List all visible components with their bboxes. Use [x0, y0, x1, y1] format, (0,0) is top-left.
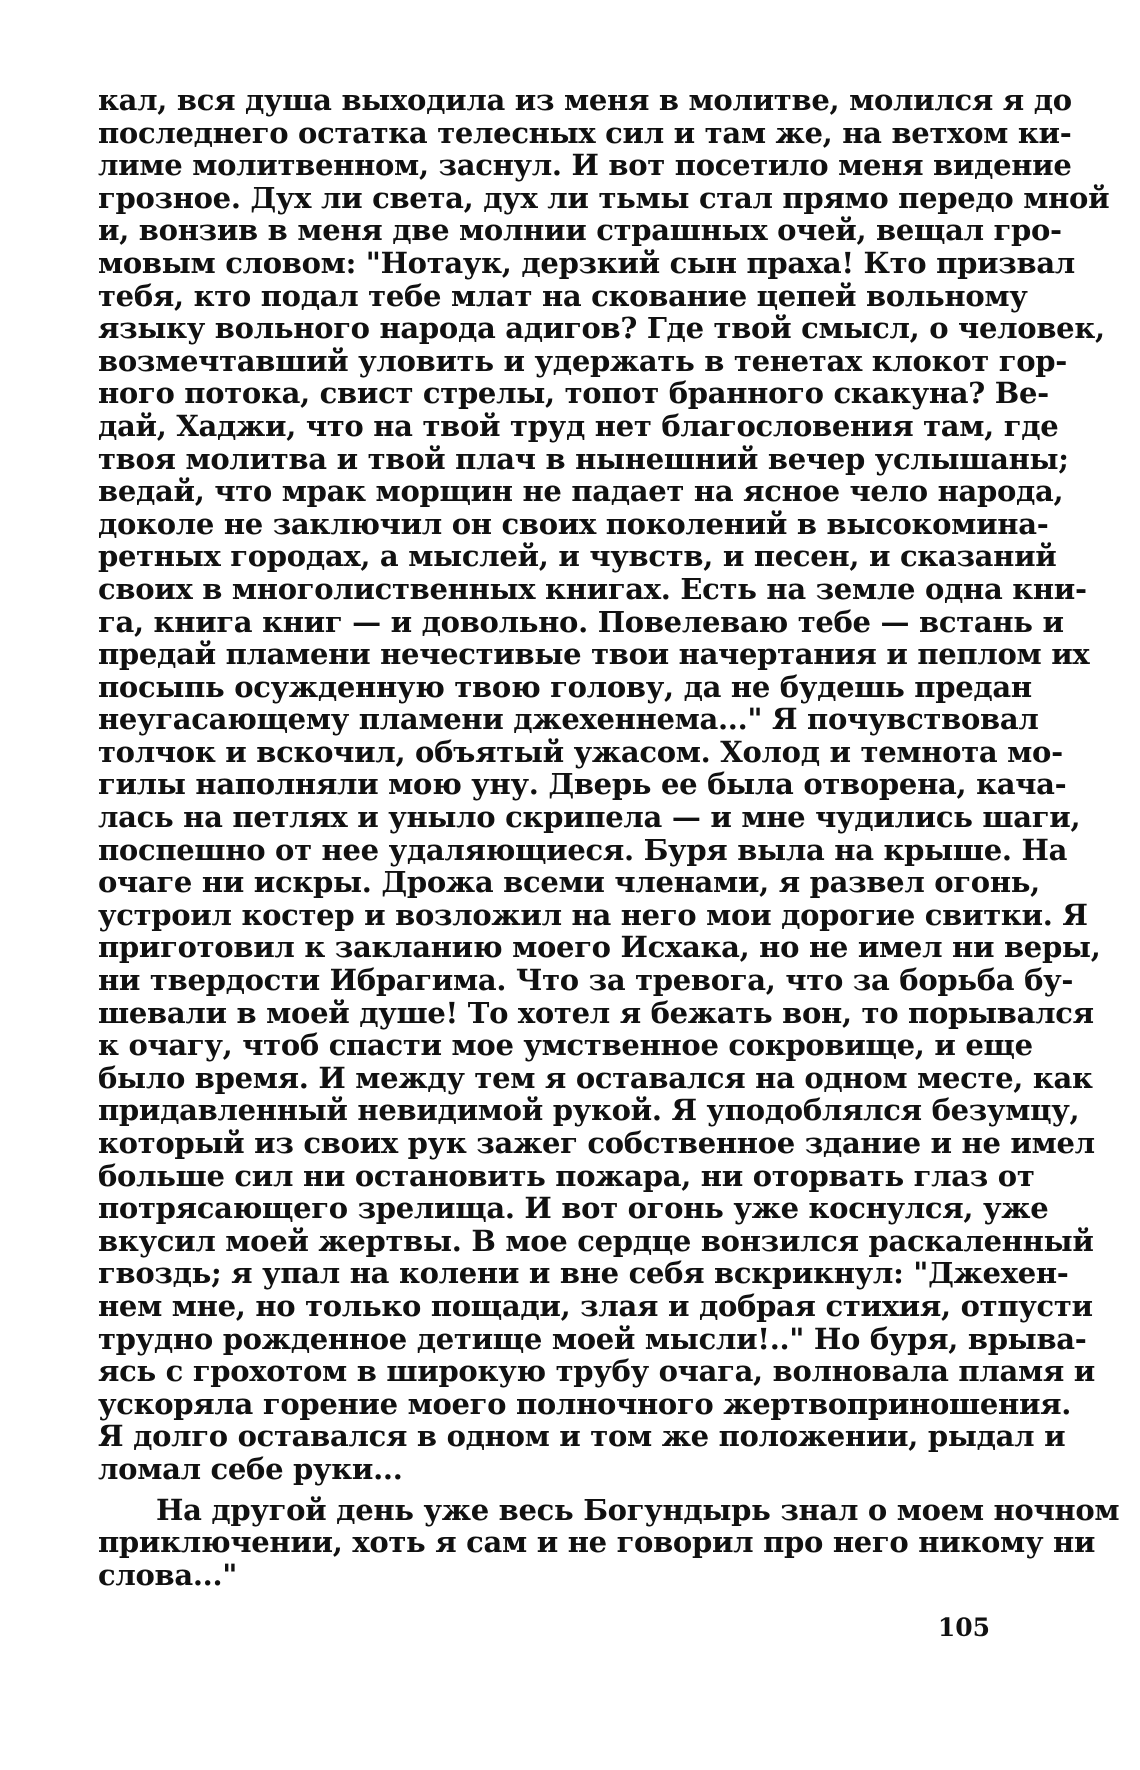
text-line: потрясающего зрелища. И вот огонь уже коснулся, уже — [98, 1191, 1049, 1226]
text-line: возмечтавший уловить и удержать в тенетах клокот гор- — [98, 343, 1067, 378]
text-line: ведай, что мрак морщин не падает на ясное чело народа, — [98, 474, 1064, 509]
text-line: дай, Хаджи, что на твой труд нет благословения там, где — [98, 408, 1059, 443]
text-line: последнего остатка телесных сил и там же, на ветхом ки- — [98, 115, 1072, 150]
text-line: толчок и вскочил, объятый ужасом. Холод и темнота мо- — [98, 734, 1063, 769]
text-line: слова..." — [98, 1557, 238, 1592]
text-line: мовым словом: "Нотаук, дерзкий сын праха! Кто призвал — [98, 245, 1075, 280]
text-line: гвоздь; я упал на колени и вне себя вскрикнул: "Джехен- — [98, 1256, 1069, 1291]
text-line: доколе не заключил он своих поколений в высокомина- — [98, 506, 1049, 541]
text-line: к очагу, чтоб спасти мое умственное сокровище, и еще — [98, 1028, 1033, 1063]
text-line: ясь с грохотом в широкую трубу очага, волновала пламя и — [98, 1354, 1096, 1389]
text-line: вкусил моей жертвы. В мое сердце вонзился раскаленный — [98, 1223, 1094, 1258]
text-line: шевали в моей душе! То хотел я бежать вон, то порывался — [98, 995, 1094, 1030]
text-line: грозное. Дух ли света, дух ли тьмы стал прямо передо мной — [98, 180, 1110, 215]
text-line: приключении, хоть я сам и не говорил про него никому ни — [98, 1525, 1096, 1560]
text-line: гилы наполняли мою уну. Дверь ее была отворена, кача- — [98, 767, 1067, 802]
text-line: больше сил ни остановить пожара, ни оторвать глаз от — [98, 1158, 1035, 1193]
text-line: лиме молитвенном, заснул. И вот посетило меня видение — [98, 148, 1072, 183]
text-line: тебя, кто подал тебе млат на скование цепей вольному — [98, 278, 1028, 313]
text-line: и, вонзив в меня две молнии страшных очей, вещал гро- — [98, 213, 1062, 248]
page-number: 105 — [937, 1613, 990, 1642]
text-line: неугасающему пламени джехеннема..." Я почувствовал — [98, 702, 1039, 737]
text-line: было время. И между тем я оставался на одном месте, как — [98, 1060, 1093, 1095]
text-line: На другой день уже весь Богундырь знал о моем ночном — [156, 1492, 1120, 1527]
text-line: своих в многолиственных книгах. Есть на земле одна кни- — [98, 571, 1087, 606]
paragraph — [98, 83, 1110, 1486]
text-line: кал, вся душа выходила из меня в молитве, молился я до — [98, 83, 1072, 117]
text-line: приготовил к закланию моего Исхака, но не имел ни веры, — [98, 930, 1101, 965]
text-line: ни твердости Ибрагима. Что за тревога, что за борьба бу- — [98, 963, 1074, 998]
text-line: ломал себе руки... — [98, 1451, 403, 1486]
text-line: трудно рожденное детище моей мысли!.." Но буря, врыва- — [98, 1321, 1087, 1356]
text-line: га, книга книг — и довольно. Повелеваю тебе — встань и — [98, 604, 1064, 639]
text-line: ного потока, свист стрелы, топот бранного скакуна? Ве- — [98, 376, 1049, 411]
body-text — [98, 83, 1120, 1592]
text-line: посыпь осужденную твою голову, да не будешь предан — [98, 669, 1032, 704]
text-line: который из своих рук зажег собственное здание и не имел — [98, 1126, 1095, 1160]
text-line: твоя молитва и твой плач в нынешний вечер услышаны; — [98, 441, 1069, 476]
text-line: лась на петлях и уныло скрипела — и мне чудились шаги, — [98, 800, 1081, 835]
text-line: языку вольного народа адигов? Где твой смысл, о человек, — [98, 311, 1105, 346]
text-line: ретных городах, а мыслей, и чувств, и песен, и сказаний — [98, 539, 1057, 574]
text-line: очаге ни искры. Дрожа всеми членами, я развел огонь, — [98, 865, 1040, 900]
text-line: поспешно от нее удаляющиеся. Буря выла на крыше. На — [98, 832, 1068, 867]
text-line: предай пламени нечестивые твои начертания и пеплом их — [98, 637, 1090, 672]
text-line: придавленный невидимой рукой. Я уподоблялся безумцу, — [98, 1093, 1080, 1128]
text-line: устроил костер и возложил на него мои дорогие свитки. Я — [98, 897, 1088, 932]
paragraph — [98, 1492, 1120, 1592]
text-line: Я долго оставался в одном и том же положении, рыдал и — [98, 1419, 1066, 1454]
text-line: ускоряла горение моего полночного жертвоприношения. — [98, 1386, 1072, 1421]
text-line: нем мне, но только пощади, злая и добрая стихия, отпусти — [98, 1288, 1093, 1323]
